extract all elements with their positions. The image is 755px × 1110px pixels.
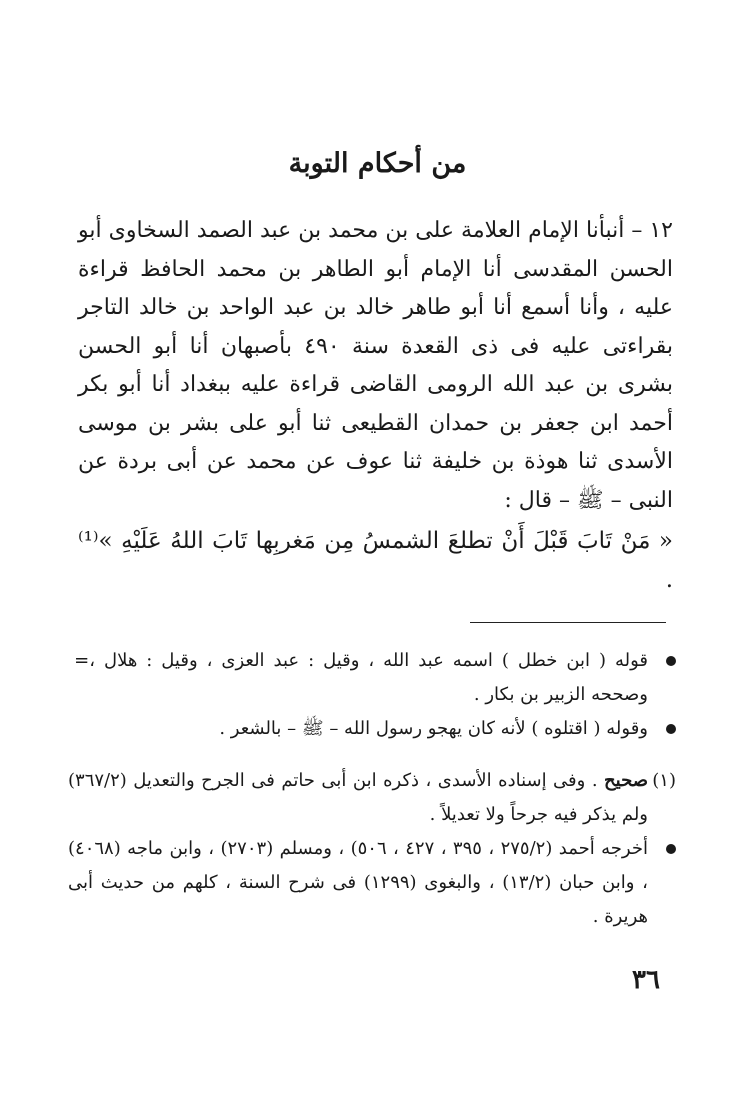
footnote-1-grade [68,764,676,832]
bullet-icon [648,644,676,678]
footnote-continued-text: قوله ( ابن خطل ) اسمه عبد الله ، وقيل : عبد العزى ، وقيل : هلال ، وصححه الزبير بن بكار . [89,650,648,705]
bullet-icon [648,712,676,746]
footnote-1-takhrij [68,832,676,934]
hadith-grade: صحيح [604,770,648,791]
main-text [78,212,673,599]
takhrij-text: أخرجه أحمد (٢٧٥/٢ ، ٣٩٥ ، ٤٢٧ ، ٥٠٦) ، ومسلم (٢٧٠٣) ، وابن ماجه (٤٠٦٨) ، وابن حبان (١٣/٢) ، والبغوى (١٢٩٩) فى شرح السنة ، كلهم من حديث أبى هريرة . [68,838,648,927]
footnote-continued-text: وقوله ( اقتلوه ) لأنه كان يهجو رسول الله – ﷺ – بالشعر . [219,718,648,739]
section-title: من أحكام التوبة [288,148,467,179]
footnote-continued-item [68,712,676,746]
bullet-icon [648,832,676,866]
hadith-text: « مَنْ تَابَ قَبْلَ أَنْ تطلعَ الشمسُ مِن مَغربِها تَابَ اللهُ عَلَيْهِ »⁽¹⁾ . [78,528,673,593]
footnote-continued-item [68,644,676,712]
continuation-mark: = [74,650,90,671]
hadith-isnad-paragraph: ١٢ – أنبأنا الإمام العلامة على بن محمد بن عبد الصمد السخاوى أبو الحسن المقدسى أنا الإمام أبو الطاهر بن محمد الحافظ قراءة عليه ، وأنا أسمع أنا أبو طاهر خالد بن عبد الواحد بن خالد التاجر بقراءتى عليه فى ذى القعدة سنة ٤٩٠ بأصبهان أنا أبو الحسن بشرى بن عبد الله الرومى القاضى قراءة عليه ببغداد أنا أبو بكر أحمد ابن جعفر بن حمدان القطيعى ثنا أبو على بشر بن موسى الأسدى ثنا هوذة بن خليفة ثنا عوف عن محمد عن أبى بردة عن النبى – ﷺ – قال : [78,218,674,513]
footnote-1-text: . وفى إسناده الأسدى ، ذكره ابن أبى حاتم فى الجرح والتعديل (٣٦٧/٢) ولم يذكر فيه جرحاً ولا تعديلاً . [68,770,648,825]
footnote-separator [470,622,666,623]
footnotes-continued [68,644,676,746]
page-number: ٣٦ [632,965,660,995]
footnote-1 [68,764,676,934]
footnote-marker: (١) [652,770,676,791]
